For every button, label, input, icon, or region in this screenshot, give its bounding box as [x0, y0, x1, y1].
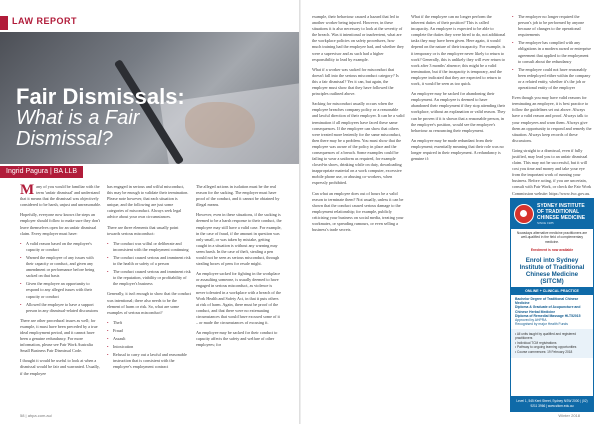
misconduct-examples-list	[107, 320, 191, 371]
ad-feature: • Pathway to ongoing learning opportunities	[515, 345, 577, 350]
ad-course-list	[511, 295, 593, 329]
paragraph: What if a worker was sacked for misconduct that doesn't fall into the serious misconduct category? Is this a fair dismissal? Yes it can, but again, the employer must show that they have followed the principles outlined above.	[312, 66, 399, 97]
list-item: • Refusal to carry out a lawful and reasonable instruction that is consistent with the employee's employment contract	[107, 352, 191, 370]
paragraph: The alleged actions in isolation must be the real reason for the sacking. The employer must have proof of the conduct, and it cannot be obtained by illegal means.	[196, 184, 280, 208]
paragraph: Can what an employee does out of hours be a valid reason to terminate them? Not usually, unless it can be shown that the conduct caused serious damage to the employment relationship; for example, publicly criticising your business on social media, treating your workmates, or spreading rumours, or even selling a business's trade secrets.	[312, 190, 404, 233]
drop-cap: M	[20, 182, 35, 198]
ad-notice: Enrolment is now available	[530, 248, 574, 253]
article-column-1	[20, 184, 102, 381]
page-spine	[299, 0, 301, 424]
list-item: • The conduct caused serious and imminent risk to the health or safety of a person	[107, 255, 191, 267]
ad-brand-name: SYDNEY INSTITUTE OF TRADITIONAL CHINESE MEDICINE	[537, 203, 586, 221]
sitcm-advertisement[interactable]	[510, 198, 594, 412]
list-item: • Allowed the employee to have a support person in any dismissal-related discussions	[20, 302, 102, 314]
ad-course: Diploma of Remedial Massage HLT52015	[515, 313, 581, 318]
paragraph: Hopefully, everyone now knows the steps an employer should follow to make sure they don't leave themselves open for an unfair dismissal claim. Every employer must have:	[20, 212, 100, 236]
section-label: LAW REPORT	[12, 16, 77, 26]
redundancy-list	[512, 14, 592, 91]
article-column-4	[312, 14, 405, 237]
ad-note: Recognised by major Health Funds	[515, 322, 568, 327]
author-byline: Ingrid Pagura | BA LLB	[0, 166, 83, 178]
ad-feature: • Individual TCM registrations	[515, 340, 557, 345]
misconduct-elements-list	[107, 241, 191, 288]
paragraph: What if the employee can no longer perform the inherent duties of their position? This is called incapacity. An employee is expected to be able to complete the duties they were hired to do, not additional tasks they may have been given. Here again, it would depend on the nature of their incapacity. For example, is it temporary or is the employee never likely to return to work? Generally, this is unlikely they will ever return to work after 3 months' absence; this might be a valid termination, but if the incapacity is temporary, and the employee indicated that they are expected to return to work, it would be seen as too quick.	[411, 14, 506, 87]
ad-feature: • Course commences: 19 February 2018	[515, 350, 573, 355]
list-item: • Given the employee an opportunity to respond to any alleged issues with their capacity or conduct	[20, 281, 102, 299]
paragraph: Going straight to a dismissal, even if fully justified, may lead you to an unfair dismissal claim. This may not be successful, but it will cost you time and money and take your eye from the important work of running your business. Before acting, if you are uncertain, consult with Fair Work, or check the Fair Work Commission website: https://www.fwc.gov.au.	[512, 147, 592, 196]
list-item: • Warned the employee of any issues with their capacity or conduct, and given any amendment or performance before being sacked on that basis	[20, 255, 102, 279]
article-subtitle: What is a Fair Dismissal?	[16, 107, 140, 150]
ad-course: Diploma & Graduate of Acupuncture and Chinese Herbal Medicine	[515, 305, 581, 314]
paragraph: An employee sacked for fighting in the workplace or assaulting someone, is usually deemed to have engaged in serious misconduct, as violence is never tolerated in a workplace with a breach of the Work Health and Safety Act, in that it puts others at risk of harm. Again, there must be proof of the conduct, and that there were no extenuating circumstances that would have excused some of it – or made the circumstances of excusing it.	[196, 271, 281, 325]
ad-feature: • All units taught by qualified and registered practitioners	[515, 331, 577, 341]
paragraph: An employee may be made redundant from their employment; essentially meaning that their role was no longer required in their employment. A redundancy is genuine if:	[411, 137, 504, 162]
paragraph: example, their behaviour caused a hazard that led to another worker being injured. However, in these situations it is also necessary to look at the severity of the breach. Was it intentional or inadvertent, what are the workplace policies on safety procedures, how much training had the employee had, and whether they were a supervisor and as such had a higher responsibility to lead by example.	[312, 14, 404, 62]
ad-tagline: Nowadays alternative medicine practitioners are well-qualified in the field of complementary medicine.	[516, 231, 588, 244]
page-footer-left: 58 | ahpa.com.au/	[20, 413, 52, 418]
page-footer-right: Winter 2018	[558, 413, 580, 418]
article-title: Fair Dismissals:	[16, 84, 185, 109]
list-item: • Intoxication	[107, 344, 191, 350]
ad-feature-list	[511, 329, 593, 358]
article-column-3	[196, 184, 282, 352]
list-item: • The conduct was wilful or deliberate and inconsistent with the employment continuing	[107, 241, 191, 253]
requirements-list	[20, 241, 102, 314]
hero-hand-shape	[185, 102, 255, 148]
list-item: • The conduct caused serious and imminent risk to the reputation, viability or profitability of the employer's business	[107, 269, 191, 287]
sitcm-logo-icon	[514, 204, 534, 224]
article-column-6	[512, 14, 592, 201]
list-item: • The employer no longer required the person's job to be performed by anyone because of changes to the operational requirements	[512, 14, 592, 38]
ad-note: Approved by AHPRA	[515, 318, 547, 323]
ad-band: ONLINE + CLINICAL PRACTICE	[511, 287, 593, 295]
ad-header	[511, 199, 593, 229]
paragraph: However, even in these situations, if the sacking is deemed to be a harsh response to their conduct, the employee may still have a valid case. For example, in the case of fraud, if the amount in question was only small, or was taken by mistake, getting caught in a situation is without any warning may seem harsh. In the case of theft, stealing a pen would not be seen as serious misconduct, through stealing boxes of pens for resale might.	[196, 212, 282, 267]
paragraph: Sacking for misconduct usually occurs when the employee breaches company policy or a reasonable and lawful direction of their employer. It can be a valid termination if all employees have faced these same consequences. If the employee can show that others were treated more leniently for the same misconduct, then there may be a problem. You must show that the employee was aware of the policy in place and the consequences of a breach. Some examples could be failing to wear a uniform as required, for example closed-in shoes, drinking while on duty, downloading inappropriate material on a work computer, excessive mobile phone use, or abusing co-workers, when expressly prohibited.	[312, 101, 405, 186]
paragraph: Generally, it isn't enough to show that the conduct was intentional; there also needs to be the element of harm or risk. So, what are some examples of serious misconduct?	[107, 291, 191, 315]
list-item: • The employer has complied with any obligations in a modern award or enterprise agreement that applied to the employment to consult about the redundancy	[512, 40, 592, 64]
article-column-2	[107, 184, 191, 374]
list-item: • Theft	[107, 320, 191, 326]
ad-contact-footer[interactable]: Level 1, 545 Kent Street, Sydney NSW 2000 | (02) 9211 3966 | www.sitcm.edu.au	[511, 396, 593, 411]
paragraph: An employee may be sacked for abandoning their employment. An employee is deemed to have abandoned their employment if they stop attending their workplace, without an explanation or valid reason. They can be proven if it is shown that a reasonable person, in the employee's position, would see the employee's behaviour as renouncing their employment.	[411, 91, 506, 133]
intro-paragraph: any of you would be familiar with the term 'unfair dismissal' and understand that it means that the dismissal was objectively considered to be harsh, unjust and unreasonable.	[20, 184, 102, 208]
section-marker	[0, 16, 8, 30]
list-item: • A valid reason based on the employee's capacity or conduct	[20, 241, 102, 253]
paragraph: There are three elements that usually point towards serious misconduct:	[107, 224, 179, 236]
paragraph: I thought it would be useful to look at when a dismissal would be fair and warranted. Usually, if the employee	[20, 358, 100, 376]
ad-brand-sub: SINCE 1985	[537, 221, 554, 225]
paragraph: There are other procedural issues as well; for example, it must have been preceded by a true ideal employment period, and it cannot have been a genuine redundancy. For more information, please see Fair Work Australia Small Business Fair Dismissal Code.	[20, 317, 98, 354]
list-item: • Fraud	[107, 328, 191, 334]
list-item: • Assault	[107, 336, 191, 342]
paragraph: Even though you may have valid reasons for terminating an employee, it is best practice to follow the guidelines set out above. Always have a valid reason and proof. Always talk to your employees and warn them. Always give them an opportunity to respond and remedy the situation. Always keep records of these discussions.	[512, 95, 592, 143]
ad-course: Bachelor Degree of Traditional Chinese Medicine	[515, 296, 579, 305]
ad-enrol-heading: Enrol into Sydney Institute of Traditional Chinese Medicine (SITCM)	[519, 256, 585, 285]
paragraph: An employee may be sacked for their conduct to capacity affects the safety and welfare of other employees; for	[196, 330, 278, 348]
list-item: • The employee could not have reasonably been redeployed either within the company or a related entity, whether it's the job or operational entity of the employer	[512, 67, 592, 91]
article-column-5	[411, 14, 506, 166]
paragraph: has engaged in serious and wilful misconduct, this may be enough to validate their termination. Please note however, that each situation is unique, and the following are just some categories of misconduct. Always seek legal advice about your own circumstances.	[107, 184, 189, 220]
